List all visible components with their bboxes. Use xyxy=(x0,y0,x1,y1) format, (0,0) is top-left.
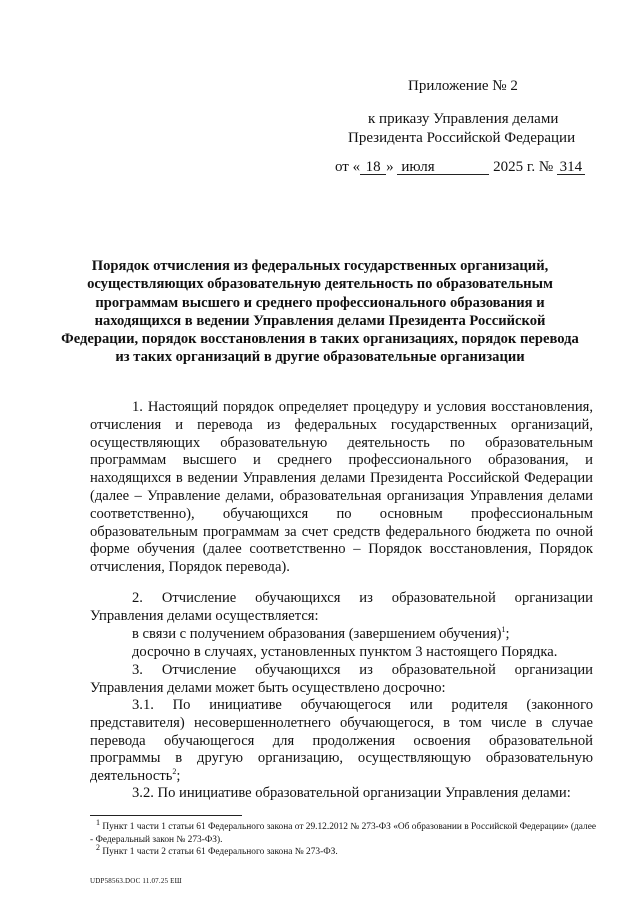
date-month: июля xyxy=(397,160,489,175)
paragraph-1: 1. Настоящий порядок определяет процедуру и условия восстановления, отчисления и перевода из федеральных государственных организаций, осуществляющих образовательную деятельность по образовательным программам высшего и среднего профессионального образования, и находящихся в ведении Управления делами Президента Российской Федерации (далее – Управление делами, образовательная организация Управления делами соответственно), обучающихся по основным профессиональным образовательным программам за счет средств федерального бюджета по очной форме обучения (далее соответственно – Порядок восстановления, Порядок отчисления, Порядок перевода). xyxy=(90,399,593,576)
document-code: UDP58563.DOC 11.07.25 ЕШ xyxy=(90,877,182,885)
footnote-ref-1: 1 xyxy=(501,625,506,635)
paragraph-3: 3. Отчисление обучающихся из образовательной организации Управления делами может быть осуществлено досрочно: xyxy=(90,662,593,696)
paragraph-2: 2. Отчисление обучающихся из образовательной организации Управления делами осуществляется: xyxy=(90,590,593,624)
footnote-separator xyxy=(90,815,242,816)
footnote-1: $^1$ Пункт 1 части 1 статьи 61 Федерального закона от 29.12.2012 № 273-ФЗ «Об образовании в Российской Федерации» (далее - Федеральный закон № 273-ФЗ). xyxy=(90,817,597,845)
order-reference: к приказу Управления делами xyxy=(368,111,559,127)
date-from-label: от « xyxy=(335,159,361,175)
paragraph-2b: досрочно в случаях, установленных пунктом 3 настоящего Порядка. xyxy=(132,644,558,660)
appendix-label: Приложение № 2 xyxy=(408,78,518,94)
paragraph-3-2: 3.2. По инициативе образовательной организации Управления делами: xyxy=(132,785,571,801)
date-day: 18 xyxy=(360,160,386,175)
paragraph-3-1: 3.1. По инициативе обучающегося или родителя (законного представителя) несовершеннолетнего обучающегося, в том числе в случае перевода обучающегося для продолжения освоения образовательной программы в другую организацию, осуществляющую образовательную деятельность$^2$; xyxy=(90,697,593,785)
date-close-quote: » xyxy=(386,159,394,175)
paragraph-2a: в связи с получением образования (завершением обучения)$^1$; xyxy=(132,625,510,642)
document-title: Порядок отчисления из федеральных государственных организаций, осуществляющих образовательную деятельность по образовательным программам высшего и среднего профессионального образования и находящихся в ведении Управления делами Президента Российской Федерации, порядок восстановления в таких организациях, порядок перевода из таких организаций в другие образовательные организации xyxy=(61,258,579,366)
footnote-2: $^2$ Пункт 1 части 2 статьи 61 Федерального закона № 273-ФЗ. xyxy=(96,842,338,857)
year-number-label: 2025 г. № xyxy=(493,159,554,175)
order-date-line xyxy=(335,158,585,176)
president-line: Президента Российской Федерации xyxy=(348,130,576,146)
order-number: 314 xyxy=(557,160,585,175)
footnote-ref-2: 2 xyxy=(172,767,177,777)
